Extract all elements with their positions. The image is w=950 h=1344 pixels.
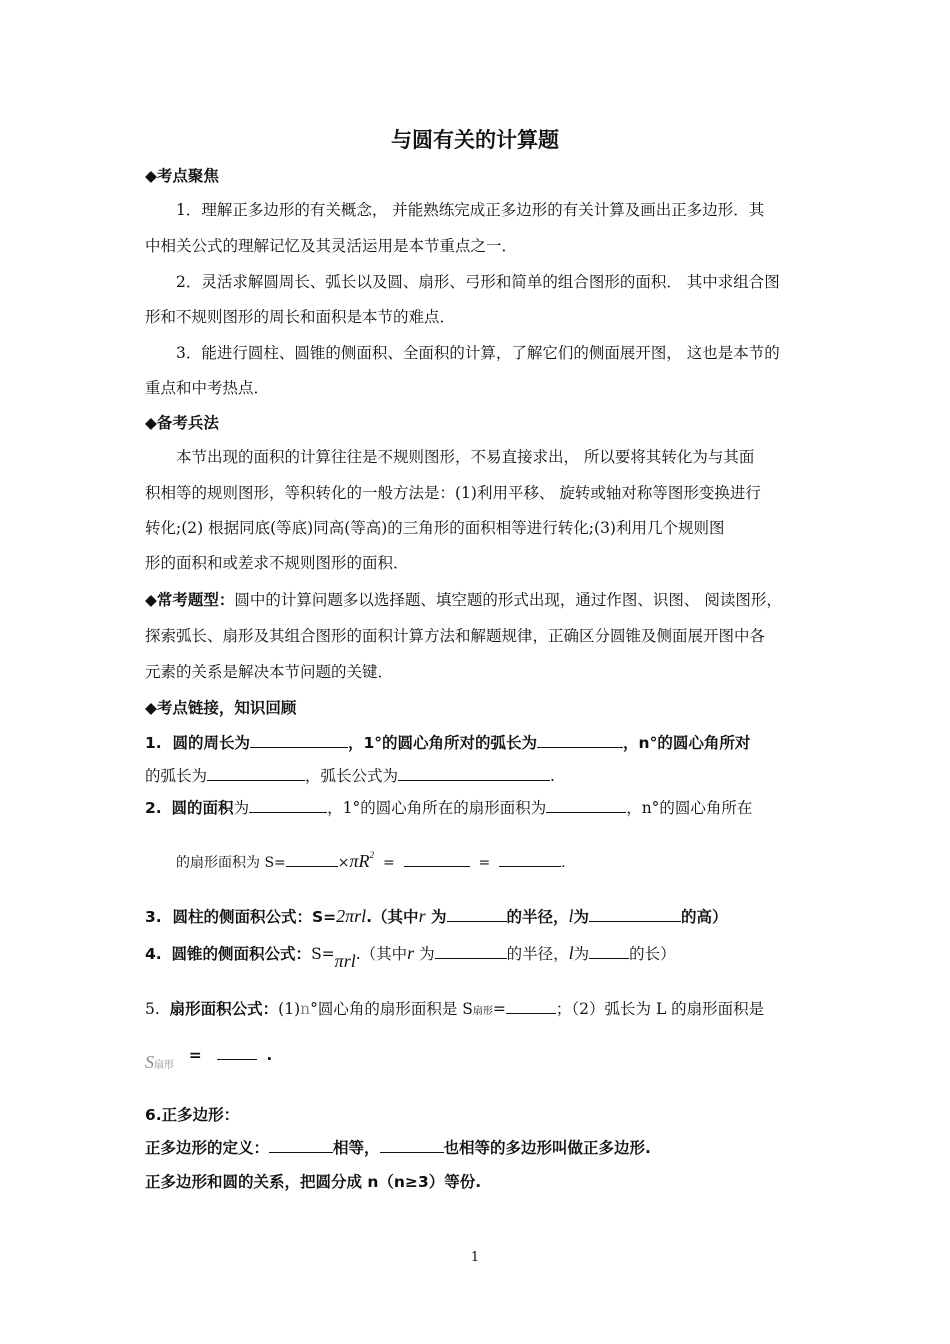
item-6-relation: 正多边形和圆的关系，把圆分成 n（n≥3）等份. [145,1173,482,1191]
blank[interactable] [250,732,348,748]
text: 为 [233,799,250,817]
item-2-line-2 [176,850,841,872]
equals: = [478,855,491,871]
item-5 [145,997,810,1019]
text: ，1°的圆心角所在的扇形面积为 [327,799,547,817]
blank[interactable] [589,943,629,959]
text: = [492,1000,506,1018]
text: 为 [419,945,435,963]
text: 正多边形的定义： [145,1139,270,1157]
text: 为 [573,945,590,963]
text: ，n°的圆心角所对 [623,734,751,752]
variable-l: l [568,943,574,963]
variable-R: R [358,851,370,871]
paragraph: 探索弧长、扇形及其组合图形的面积计算方法和解题规律，正确区分圆锥及侧面展开图中各 [145,627,766,645]
item-1-line-2 [145,764,810,786]
subscript: 扇形 [154,1060,174,1071]
variable-r: r [407,943,415,963]
variable-r: r [418,906,426,926]
blank[interactable] [269,1137,333,1153]
text: 圆中的计算问题多以选择题、填空题的形式出现，通过作图、识图、 阅读图形， [234,591,782,609]
blank[interactable] [217,1044,257,1060]
text: 圆的面积 [171,799,234,817]
paragraph: 1．理解正多边形的有关概念， 并能熟练完成正多边形的有关计算及画出正多边形．其 [176,201,765,219]
text: 6.正多边形： [145,1106,240,1124]
variable-S: S [145,1052,154,1072]
text: . [561,855,566,871]
item-number: 5. [145,1000,160,1018]
paragraph: 形的面积和或差求不规则图形的面积． [145,554,409,572]
text: 的高） [681,908,728,926]
page-title: 与圆有关的计算题 [391,128,559,152]
text: 为 [573,908,590,926]
item-number: 2. [145,799,162,817]
text: 相等， [333,1139,380,1157]
section-heading-strategy: ◆备考兵法 [145,414,219,432]
item-6-definition [145,1136,810,1158]
blank[interactable] [506,998,556,1014]
equals: = [188,1046,202,1064]
pi-symbol: π [349,851,359,871]
text: °圆心角的扇形面积是 S [310,1000,473,1018]
paragraph: 元素的关系是解决本节问题的关键． [145,663,394,681]
paragraph: 重点和中考热点． [145,379,270,397]
item-2-line-1 [145,796,810,818]
blank[interactable] [589,906,681,922]
paragraph: 本节出现的面积的计算往往是不规则图形，不易直接求出， 所以要将其转化为与其面 [176,448,755,466]
blank[interactable] [207,765,305,781]
text: .（其中 [355,945,408,963]
text: 的半径， [506,908,569,926]
text: ，1°的圆心角所对的弧长为 [348,734,538,752]
text: 的扇形面积为 S= [176,855,286,871]
blank[interactable] [435,943,507,959]
text: .（其中 [366,908,419,926]
blank[interactable] [286,851,338,867]
section-heading-review: ◆考点链接，知识回顾 [145,699,297,717]
paragraph: 积相等的规则图形，等积转化的一般方法是：(1)利用平移、 旋转或轴对称等图形变换进行 [145,484,761,502]
text: 的弧长为 [145,767,208,785]
paragraph: 转化;(2) 根据同底(等底)同高(等高)的三角形的面积相等进行转化;(3)利用几个规则图 [145,519,725,537]
item-1-line-1 [145,731,810,753]
text: S= [311,945,335,963]
text: 也相等的多边形叫做正多边形. [443,1139,651,1157]
text: 圆锥的侧面积公式： [171,945,312,963]
text: 的半径， [506,945,569,963]
times-symbol: × [337,855,350,871]
text: 为 [430,908,447,926]
text: 圆的周长为 [172,734,250,752]
blank[interactable] [537,732,623,748]
text: ，n°的圆心角所在 [626,799,753,817]
item-4 [145,942,810,971]
paragraph: 3．能进行圆柱、圆锥的侧面积、全面积的计算，了解它们的侧面展开图， 这也是本节的 [176,344,780,362]
text: (1) [278,1000,301,1018]
exponent: 2 [369,850,375,860]
page-number: 1 [470,1250,480,1265]
blank[interactable] [398,765,550,781]
formula-pi-r-squared [350,851,375,871]
subscript: 扇形 [472,1006,493,1017]
item-number: 1. [145,734,162,752]
paragraph: 中相关公式的理解记忆及其灵活运用是本节重点之一． [145,237,518,255]
blank[interactable] [546,797,626,813]
text: 扇形面积公式： [169,1000,279,1018]
blank[interactable] [499,851,561,867]
paragraph-question-types [145,588,810,610]
text: . [550,767,555,785]
equals: = [382,855,395,871]
blank[interactable] [447,906,507,922]
formula-2-pi-r-l: 2πrl [336,906,367,926]
text: . [266,1046,273,1064]
blank[interactable] [404,851,470,867]
blank[interactable] [249,797,327,813]
item-6-title [145,1103,810,1125]
blank[interactable] [380,1137,444,1153]
section-heading-types: ◆常考题型： [145,591,235,609]
text: 的长） [629,945,676,963]
paragraph: 2．灵活求解圆周长、弧长以及圆、扇形、弓形和简单的组合图形的面积． 其中求组合图 [176,273,780,291]
item-number: 4. [145,945,162,963]
text: ；（2）弧长为 L 的扇形面积是 [555,1000,765,1018]
item-5-formula-line [145,1046,810,1073]
item-number: 3. [145,908,162,926]
section-heading-focus: ◆考点聚焦 [145,167,219,185]
formula-pi-r-l: πrl [334,951,356,971]
variable-n: n [300,1000,311,1018]
paragraph: 形和不规则图形的周长和面积是本节的难点． [145,308,456,326]
text: 圆柱的侧面积公式：S= [172,908,337,926]
item-3 [145,905,810,927]
variable-l: l [568,906,574,926]
text: ，弧长公式为 [305,767,399,785]
